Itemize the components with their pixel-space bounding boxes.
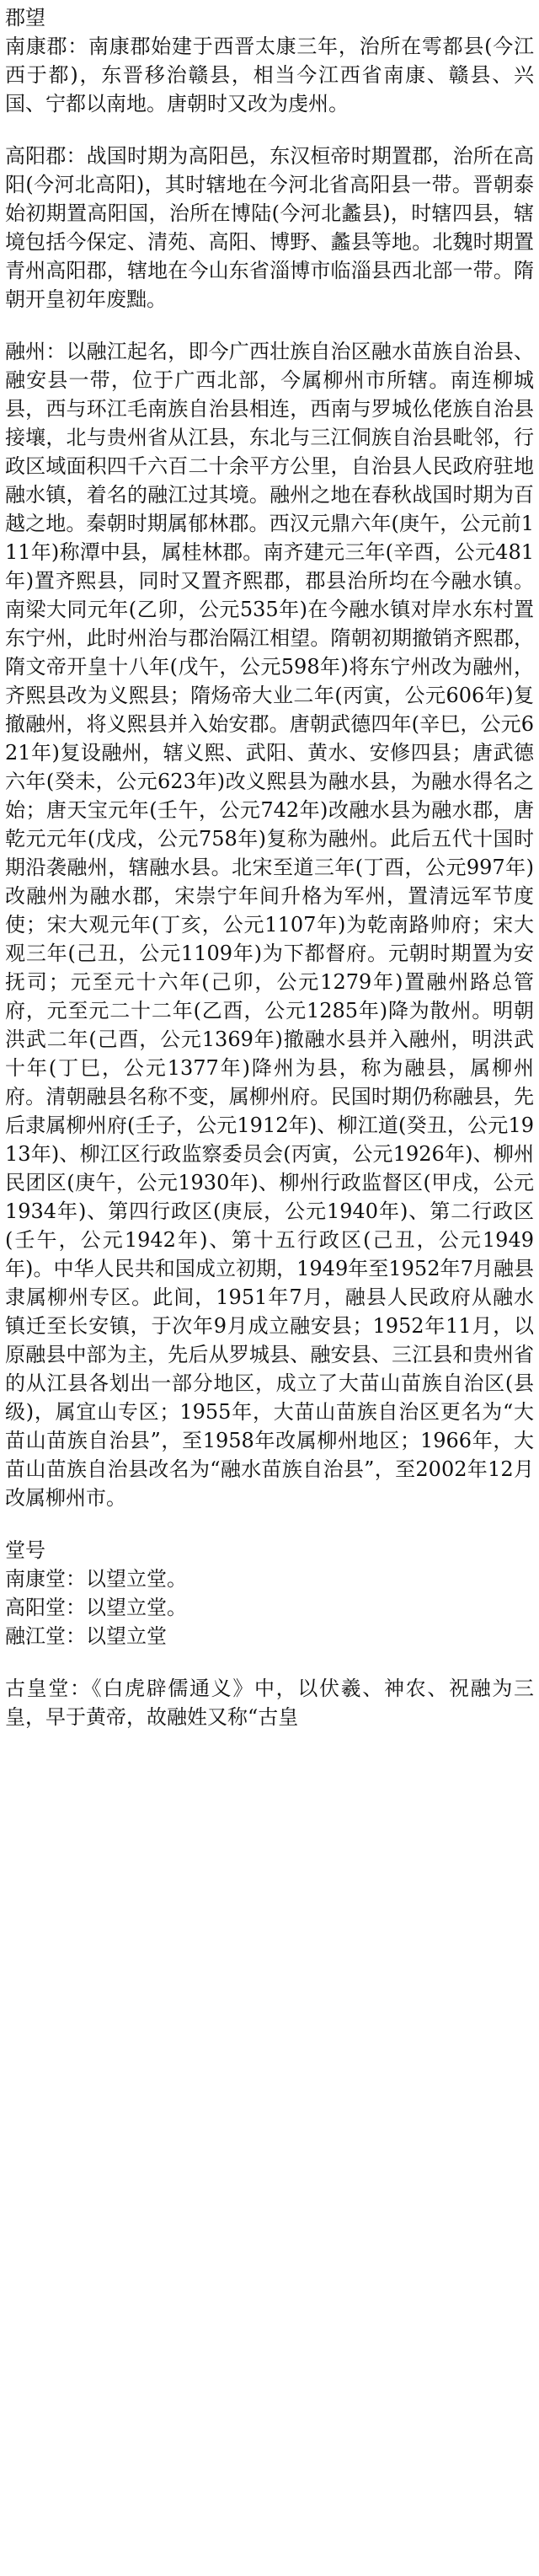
hall-entry-nankang: 南康堂：以望立堂。: [5, 1567, 187, 1591]
section-heading-hall: 堂号: [5, 1538, 45, 1562]
section-heading-commandery: 郡望: [5, 6, 45, 30]
spacer: [5, 1512, 534, 1536]
spacer: [5, 314, 534, 337]
paragraph-gaoyang: 高阳郡：战国时期为高阳邑，东汉桓帝时期置郡，治所在高阳(今河北高阳)，其时辖地在今河北省高阳县一带。晋朝泰始初期置高阳国，治所在博陆(今河北蠡县)，时辖四县，辖境包括今保定、清苑、高阳、博野、蠡县等地。北魏时期置青州高阳郡，辖地在今山东省淄博市临淄县西北部一带。隋朝开皇初年废黜。: [5, 144, 534, 311]
paragraph-guhuang: 古皇堂：《白虎辟儒通义》中，以伏羲、神农、祝融为三皇，早于黄帝，故融姓又称“古皇: [5, 1677, 534, 1729]
spacer: [5, 118, 534, 142]
paragraph-nankang: 南康郡：南康郡始建于西晋太康三年，治所在雩都县(今江西于都)，东晋移治赣县，相当今江西省南康、赣县、兴国、宁都以南地。唐朝时又改为虔州。: [5, 35, 534, 115]
spacer: [5, 1650, 534, 1674]
hall-entry-gaoyang: 高阳堂：以望立堂。: [5, 1596, 187, 1619]
hall-entry-rongjiang: 融江堂：以望立堂: [5, 1624, 167, 1648]
paragraph-rongzhou: 融州：以融江起名，即今广西壮族自治区融水苗族自治县、融安县一带，位于广西北部，今属柳州市所辖。南连柳城县，西与环江毛南族自治县相连，西南与罗城仫佬族自治县接壤，北与贵州省从江县，东北与三江侗族自治县毗邻，行政区域面积四千六百二十余平方公里，自治县人民政府驻地融水镇，着名的融江过其境。融州之地在春秋战国时期为百越之地。秦朝时期属郁林郡。西汉元鼎六年(庚午，公元前111年)称潭中县，属桂林郡。南齐建元三年(辛酉，公元481年)置齐熙县，同时又置齐熙郡，郡县治所均在今融水镇。南梁大同元年(乙卯，公元535年)在今融水镇对岸水东村置东宁州，此时州治与郡治隔江相望。隋朝初期撤销齐熙郡，隋文帝开皇十八年(戊午，公元598年)将东宁州改为融州，齐熙县改为义熙县；隋炀帝大业二年(丙寅，公元606年)复撤融州，将义熙县并入始安郡。唐朝武德四年(辛巳，公元621年)复设融州，辖义熙、武阳、黄水、安修四县；唐武德六年(癸未，公元623年)改义熙县为融水县，为融水得名之始；唐天宝元年(壬午，公元742年)改融水县为融水郡，唐乾元元年(戊戌，公元758年)复称为融州。此后五代十国时期沿袭融州，辖融水县。北宋至道三年(丁酉，公元997年)改融州为融水郡，宋崇宁年间升格为军州，置清远军节度使；宋大观元年(丁亥，公元1107年)为乾南路帅府；宋大观三年(己丑，公元1109年)为下都督府。元朝时期置为安抚司；元至元十六年(己卯，公元1279年)置融州路总管府，元至元二十二年(乙酉，公元1285年)降为散州。明朝洪武二年(己酉，公元1369年)撤融水县并入融州，明洪武十年(丁巳，公元1377年)降州为县，称为融县，属柳州府。清朝融县名称不变，属柳州府。民国时期仍称融县，先后隶属柳州府(壬子，公元1912年)、柳江道(癸丑，公元1913年)、柳江区行政监察委员会(丙寅，公元1926年)、柳州民团区(庚午，公元1930年)、柳州行政监督区(甲戌，公元1934年)、第四行政区(庚辰，公元1940年)、第二行政区(壬午，公元1942年)、第十五行政区(己丑，公元1949年)。中华人民共和国成立初期，1949年至1952年7月融县隶属柳州专区。此间，1951年7月，融县人民政府从融水镇迁至长安镇，于次年9月成立融安县；1952年11月，以原融县中部为主，先后从罗城县、融安县、三江县和贵州省的从江县各划出一部分地区，成立了大苗山苗族自治区(县级)，属宜山专区；1955年，大苗山苗族自治区更名为“大苗山苗族自治县”，至1958年改属柳州地区；1966年，大苗山苗族自治县改名为“融水苗族自治县”，至2002年12月改属柳州市。: [5, 340, 534, 1510]
